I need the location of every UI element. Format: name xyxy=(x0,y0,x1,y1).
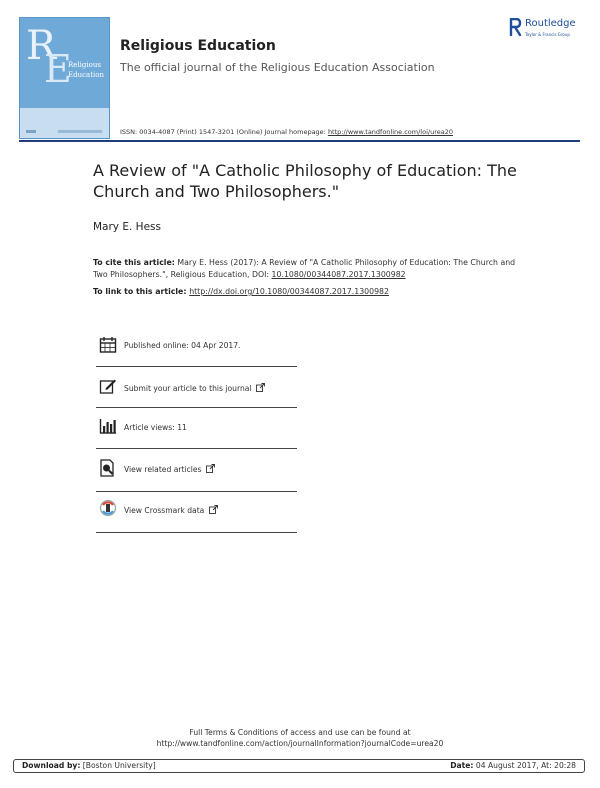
external-link-icon xyxy=(206,464,215,473)
cover-initial-r: R xyxy=(26,23,57,69)
crossmark-link[interactable]: View Crossmark data xyxy=(124,505,218,515)
cover-band xyxy=(20,108,109,138)
cover-title: Religious Education xyxy=(68,61,104,79)
routledge-logo-icon xyxy=(509,18,522,36)
external-link-icon xyxy=(209,505,218,514)
published-online-row xyxy=(96,334,296,374)
external-link-icon xyxy=(256,383,265,392)
edit-icon xyxy=(99,377,117,395)
terms-line-1: Full Terms & Conditions of access and use can be found at xyxy=(189,728,411,737)
publisher-tagline: Taylor & Francis Group xyxy=(525,32,570,37)
related-articles-link[interactable]: View related articles xyxy=(124,464,215,474)
citation-text: Mary E. Hess (2017): A Review of "A Catholic Philosophy of Education: The Church and Two Philosophers.", Religious Education, DOI: xyxy=(93,258,516,279)
terms-url[interactable]: http://www.tandfonline.com/action/journalInformation?journalCode=urea20 xyxy=(156,739,444,748)
search-document-icon xyxy=(99,459,117,477)
cover-fineprint xyxy=(58,130,102,133)
downloaded-by: Download by: [Boston University] xyxy=(22,761,156,770)
article-link[interactable]: http://dx.doi.org/10.1080/00344087.2017.1300982 xyxy=(189,287,389,296)
bar-chart-icon xyxy=(99,417,117,435)
cover-logo-mark xyxy=(26,130,36,133)
meta-divider xyxy=(96,532,297,533)
download-date: Date: 04 August 2017, At: 20:28 xyxy=(450,761,576,770)
meta-divider xyxy=(96,448,297,449)
article-title: A Review of "A Catholic Philosophy of Education: The Church and Two Philosophers." xyxy=(93,161,517,201)
meta-divider xyxy=(96,366,297,367)
link-label: To link to this article: xyxy=(93,287,190,296)
journal-subtitle: The official journal of the Religious Education Association xyxy=(120,61,435,74)
download-info-bar xyxy=(13,759,585,773)
doi-link[interactable]: 10.1080/00344087.2017.1300982 xyxy=(271,270,406,279)
journal-homepage-link[interactable]: http://www.tandfonline.com/loi/urea20 xyxy=(327,128,453,136)
meta-divider xyxy=(96,407,297,408)
journal-cover xyxy=(19,17,110,139)
publisher-logo xyxy=(509,17,589,43)
calendar-icon xyxy=(99,336,117,354)
header-divider xyxy=(19,140,580,142)
terms-notice xyxy=(0,727,600,749)
issn-line xyxy=(120,128,453,136)
publisher-name: Routledge xyxy=(525,18,576,29)
article-views-row xyxy=(96,416,296,456)
submit-article-row[interactable] xyxy=(96,375,296,415)
issn-text: ISSN: 0034-4087 (Print) 1547-3201 (Online) Journal homepage: xyxy=(120,128,328,136)
crossmark-icon xyxy=(99,499,117,517)
journal-title: Religious Education xyxy=(120,38,276,54)
article-link-line xyxy=(93,287,389,296)
citation-label: To cite this article: xyxy=(93,258,175,267)
published-online-text: Published online: 04 Apr 2017. xyxy=(124,341,241,350)
cover-initial-e: E xyxy=(44,47,72,91)
citation-block xyxy=(93,257,523,281)
article-views-text: Article views: 11 xyxy=(124,423,187,432)
crossmark-row[interactable] xyxy=(96,497,296,537)
submit-article-link[interactable]: Submit your article to this journal xyxy=(124,383,265,393)
article-author: Mary E. Hess xyxy=(93,221,161,233)
meta-divider xyxy=(96,491,297,492)
